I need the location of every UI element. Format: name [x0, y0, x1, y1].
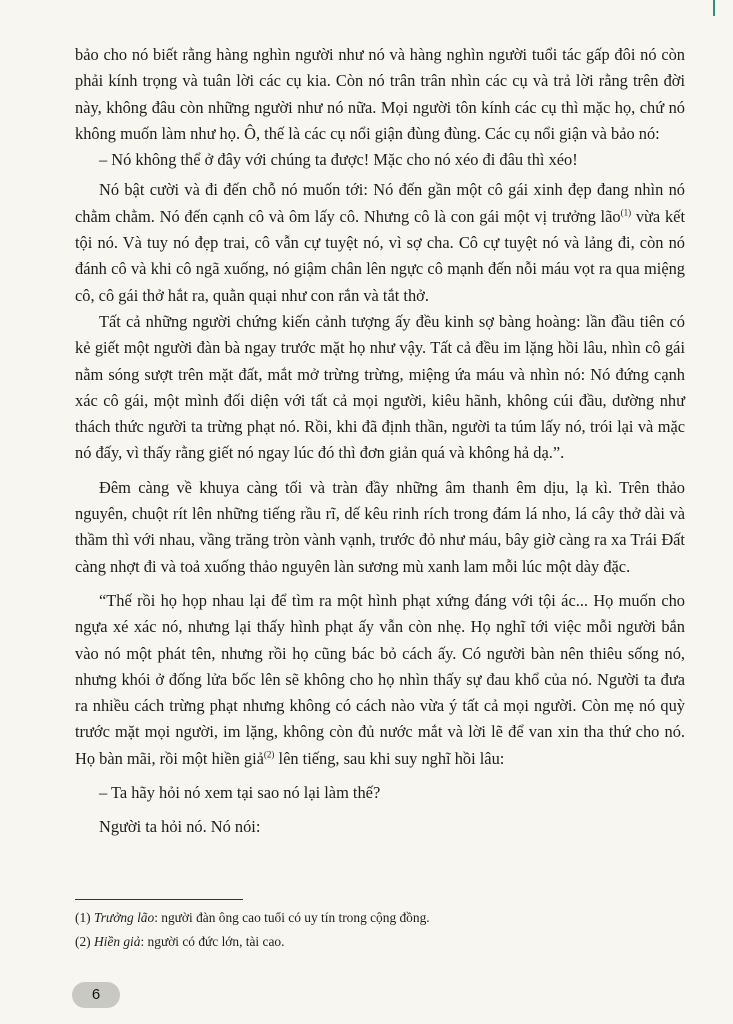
body-text: [75, 42, 685, 841]
footnotes: [75, 906, 685, 954]
footnote-number: (1): [75, 910, 91, 925]
paragraph-text: “Thế rồi họ họp nhau lại để tìm ra một hình phạt xứng đáng với tội ác... Họ muốn cho ngựa xé xác nó, nhưng lại thấy hình phạt ấy vẫn còn nhẹ. Họ nghĩ tới việc mỗi người bắn vào nó một phát tên, nhưng rồi họ cũng bác bỏ cách ấy. Có người bàn nên thiêu sống nó, nhưng khói ở đống lửa bốc lên sẽ không cho họ nhìn thấy sự đau khổ của nó. Người ta đưa ra nhiều cách trừng phạt nhưng không có cách nào vừa ý tất cả mọi người. Còn mẹ nó quỳ trước mặt mọi người, im lặng, không còn đủ nước mắt và lời lẽ để van xin tha thứ cho nó. Họ bàn mãi, rồi một hiền giả: [75, 590, 685, 768]
footnote-definition: : người đàn ông cao tuổi có uy tín trong cộng đồng.: [154, 910, 430, 925]
footnote-ref[interactable]: (2): [263, 749, 275, 760]
footnote-definition: : người có đức lớn, tài cao.: [140, 934, 285, 949]
corner-accent-mark: [713, 0, 715, 16]
paragraph-text: Nó bật cười và đi đến chỗ nó muốn tới: Nó đến gần một cô gái xinh đẹp đang nhìn nó chằm chằm. Nó đến cạnh cô và ôm lấy cô. Nhưng cô là con gái một vị trưởng lão: [75, 180, 685, 226]
footnote-term: Hiền giả: [93, 934, 141, 949]
dialogue-line: – Nó không thể ở đây với chúng ta được! Mặc cho nó xéo đi đâu thì xéo!: [99, 150, 578, 170]
dialogue-line: – Ta hãy hỏi nó xem tại sao nó lại làm thế?: [99, 783, 381, 803]
paragraph-text: lên tiếng, sau khi suy nghĩ hồi lâu:: [274, 748, 505, 768]
paragraph: Đêm càng về khuya càng tối và tràn đầy những âm thanh êm dịu, lạ kì. Trên thảo nguyên, chuột rít lên những tiếng rầu rĩ, dế kêu rinh rích trong đám lá nho, lá cây thở dài và thầm thì với nhau, vầng trăng tròn vành vạnh, trước đỏ như máu, bây giờ càng ra xa Trái Đất càng nhợt đi và toả xuống thảo nguyên làn sương mù xanh lam mỗi lúc một dày đặc.: [75, 477, 685, 576]
footnote-term: Trưởng lão: [93, 910, 155, 925]
paragraph-continuation: bảo cho nó biết rằng hàng nghìn người như nó và hàng nghìn người tuổi tác gấp đôi nó còn phải kính trọng và tuân lời các cụ kia. Còn nó trân trân nhìn các cụ và trả lời rằng trên đời này, không đâu còn những người như nó nữa. Mọi người tôn kính các cụ thì mặc họ, chứ nó không muốn làm như họ. Ô, thế là các cụ nổi giận đùng đùng. Các cụ nổi giận và bảo nó:: [75, 45, 685, 143]
page-number: 6: [72, 982, 120, 1008]
paragraph: [75, 177, 685, 308]
paragraph: Người ta hỏi nó. Nó nói:: [99, 817, 261, 837]
paragraph-text: vừa kết tội nó. Và tuy nó đẹp trai, cô vẫn cự tuyệt nó, vì sợ cha. Cô cự tuyệt nó và lảng đi, còn nó đánh cô và khi cô ngã xuống, nó giậm chân lên ngực cô mạnh đến nỗi máu vọt ra qua miệng cô, cô gái thở hắt ra, quằn quại như con rắn và tắt thở.: [75, 206, 685, 305]
footnote-divider: [75, 899, 243, 900]
paragraph: Tất cả những người chứng kiến cảnh tượng ấy đều kinh sợ bàng hoàng: lần đầu tiên có kẻ giết một người đàn bà ngay trước mặt họ như vậy. Tất cả đều im lặng hồi lâu, nhìn cô gái nằm sóng sượt trên mặt đất, mắt mở trừng trừng, miệng ứa máu và nhìn nó: Nó đứng cạnh xác cô gái, một mình đối diện với tất cả mọi người, kiêu hãnh, không cúi đầu, dường như thách thức người ta trừng phạt nó. Rồi, khi đã định thần, người ta túm lấy nó, trói lại và mặc nó đấy, vì thấy rằng giết nó ngay lúc đó thì đơn giản quá và không hả dạ.”.: [75, 311, 685, 463]
footnote-ref[interactable]: (1): [620, 207, 632, 218]
footnote-2: [75, 930, 685, 954]
footnote-number: (2): [75, 934, 91, 949]
paragraph: [75, 588, 685, 772]
footnote-1: [75, 906, 685, 930]
